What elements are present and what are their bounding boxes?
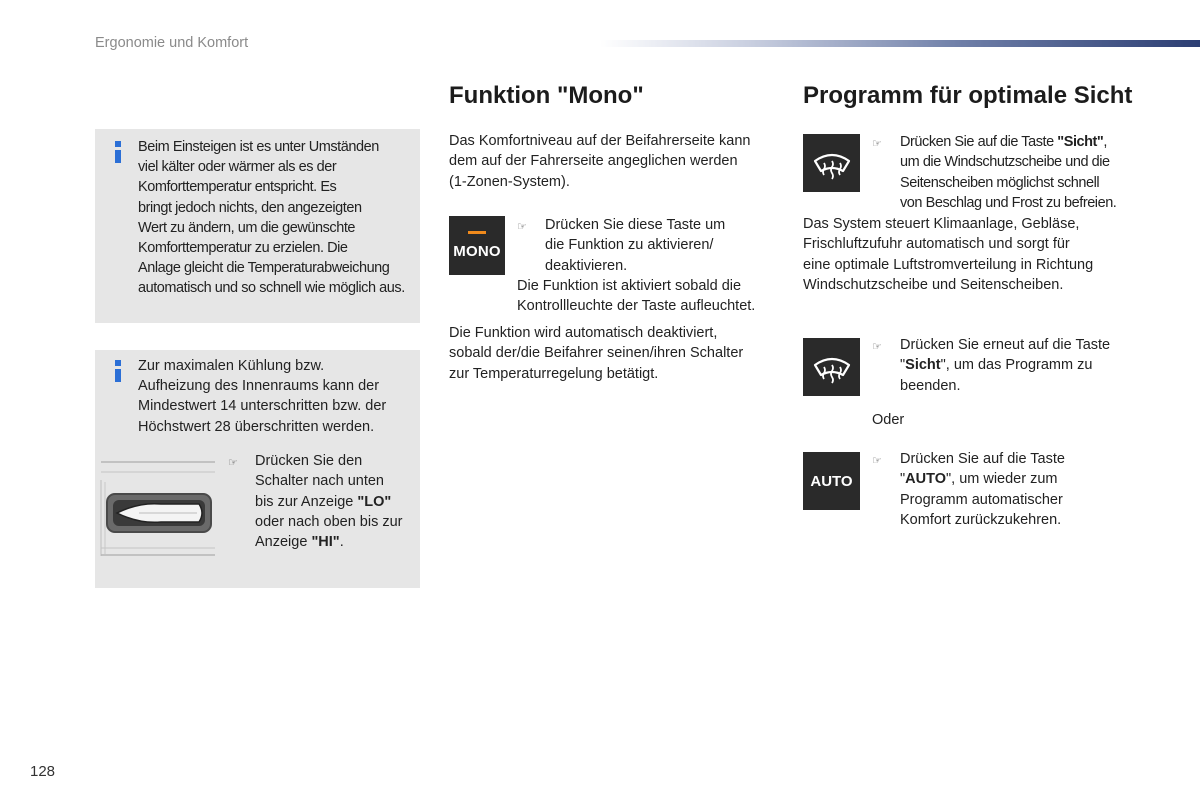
- text-line: deaktivieren.: [545, 257, 628, 274]
- text-line: Drücken Sie auf die Taste: [900, 451, 1065, 467]
- text-line: Das Komfortniveau auf der Beifahrerseite kann: [449, 133, 751, 149]
- pointing-hand-icon: ☞: [517, 221, 527, 233]
- text-line: sobald der/die Beifahrer seinen/ihren Schalter: [449, 345, 744, 362]
- info-icon: [115, 360, 121, 382]
- text-line: Höchstwert 28 überschritten werden.: [138, 418, 375, 435]
- header-gradient-bar: [600, 40, 1200, 47]
- text-line: automatisch und so schnell wie möglich aus.: [138, 280, 405, 297]
- auto-label: AUTO: [905, 471, 946, 488]
- text-line: Mindestwert 14 unterschritten bzw. der: [138, 398, 387, 415]
- pointing-hand-icon: ☞: [872, 138, 882, 150]
- defrost-icon: [812, 145, 852, 181]
- text-line: "Sicht", um das Programm zu: [900, 357, 1093, 374]
- text-line: Drücken Sie auf die Taste "Sicht",: [900, 134, 1107, 150]
- text-line: die Funktion zu aktivieren/: [545, 237, 714, 254]
- mono-indicator-light: [468, 231, 486, 234]
- mono-button-label: MONO: [453, 243, 501, 260]
- text-line: Die Funktion wird automatisch deaktiviert,: [449, 325, 718, 341]
- sicht-label: "Sicht": [1057, 134, 1104, 150]
- text-line: Beim Einsteigen ist es unter Umständen: [138, 139, 379, 155]
- mono-note: [517, 276, 787, 317]
- text-line: Schalter nach unten: [255, 473, 384, 490]
- text-line: beenden.: [900, 377, 961, 394]
- text-line: Zur maximalen Kühlung bzw.: [138, 358, 325, 374]
- text-line: Seitenscheiben möglichst schnell: [900, 174, 1100, 191]
- text-line: Anzeige "HI".: [255, 534, 344, 551]
- text-line: Frischluftzufuhr automatisch und sorgt für: [803, 236, 1070, 253]
- text-line: Das System steuert Klimaanlage, Gebläse,: [803, 216, 1080, 232]
- pointing-hand-icon: ☞: [872, 455, 882, 467]
- text-line: Drücken Sie den: [255, 453, 363, 469]
- windscreen-defrost-button-icon: [803, 134, 860, 192]
- lo-hi-instruction: [255, 451, 420, 552]
- oder-text: Oder: [872, 412, 905, 428]
- text-line: Kontrollleuchte der Taste aufleuchtet.: [517, 298, 756, 315]
- text-line: um die Windschutzscheibe und die: [900, 154, 1110, 171]
- text-line: (1-Zonen-System).: [449, 173, 570, 190]
- mono-auto-off: [449, 323, 779, 384]
- info-box-2-text: [138, 356, 418, 437]
- text-line: "AUTO", um wieder zum: [900, 471, 1058, 488]
- text-line: von Beschlag und Frost zu befreien.: [900, 194, 1117, 211]
- temperature-switch-illustration: [99, 458, 217, 558]
- pointing-hand-icon: ☞: [872, 341, 882, 353]
- windscreen-defrost-button-icon: [803, 338, 860, 396]
- text-line: eine optimale Luftstromverteilung in Richtung: [803, 256, 1094, 273]
- hi-label: "HI": [311, 534, 340, 551]
- visibility-step-3: [900, 449, 1190, 530]
- text-line: Programm automatischer: [900, 491, 1063, 508]
- pointing-hand-icon: ☞: [228, 457, 238, 469]
- text-line: Komforttemperatur zu erzielen. Die: [138, 240, 348, 257]
- info-box-2: [95, 350, 420, 588]
- visibility-step-2: [900, 335, 1190, 396]
- visibility-description: [803, 214, 1133, 295]
- mono-button-icon: [449, 216, 505, 275]
- text-line: viel kälter oder wärmer als es der: [138, 159, 337, 176]
- section-title: Ergonomie und Komfort: [95, 35, 249, 51]
- mono-intro: [449, 131, 779, 192]
- info-icon: [115, 141, 121, 163]
- info-box-1-text: [138, 137, 420, 299]
- text-line: Aufheizung des Innenraums kann der: [138, 378, 380, 395]
- text-line: Wert zu ändern, um die gewünschte: [138, 219, 356, 236]
- auto-button-icon: [803, 452, 860, 510]
- text-line: Komforttemperatur entspricht. Es: [138, 179, 337, 196]
- text-line: zur Temperaturregelung betätigt.: [449, 365, 659, 382]
- defrost-icon: [812, 349, 852, 385]
- text-line: Anlage gleicht die Temperaturabweichung: [138, 260, 390, 277]
- text-line: Die Funktion ist aktiviert sobald die: [517, 278, 742, 294]
- lo-label: "LO": [357, 493, 392, 510]
- text-line: Komfort zurückzukehren.: [900, 511, 1062, 528]
- page-number: 128: [30, 763, 56, 780]
- visibility-heading: Programm für optimale Sicht: [803, 82, 1133, 109]
- text-line: bis zur Anzeige "LO": [255, 493, 392, 510]
- visibility-step-1: [900, 132, 1190, 213]
- mono-heading: Funktion "Mono": [449, 82, 644, 109]
- mono-step: [545, 215, 775, 276]
- sicht-label: Sicht: [905, 357, 941, 374]
- auto-button-label: AUTO: [810, 472, 853, 490]
- text-line: oder nach oben bis zur: [255, 513, 403, 530]
- info-box-1: [95, 129, 420, 323]
- text-line: Drücken Sie diese Taste um: [545, 217, 726, 233]
- text-line: bringt jedoch nichts, den angezeigten: [138, 199, 362, 216]
- text-line: dem auf der Fahrerseite angeglichen werden: [449, 153, 738, 170]
- text-line: Drücken Sie erneut auf die Taste: [900, 337, 1111, 353]
- text-line: Windschutzscheibe und Seitenscheiben.: [803, 276, 1064, 293]
